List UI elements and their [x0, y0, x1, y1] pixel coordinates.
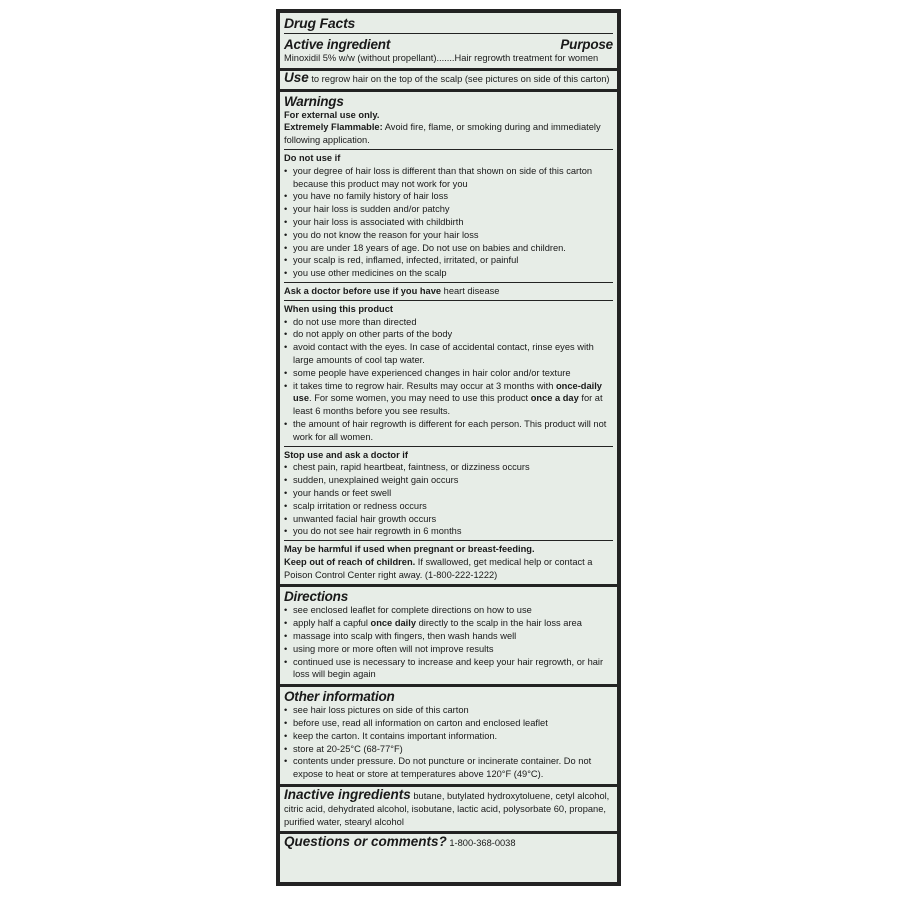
list-item	[284, 380, 613, 418]
list-item: • continued use is necessary to increase and keep your hair regrowth, or hair loss will begin again	[284, 656, 613, 682]
stop-use-list	[284, 461, 613, 538]
keep-out-warning	[284, 556, 613, 582]
list-item: • you are under 18 years of age. Do not use on babies and children.	[284, 242, 613, 255]
list-item: • the amount of hair regrowth is different for each person. This product will not work for all women.	[284, 418, 613, 444]
list-item: • your degree of hair loss is different than that shown on side of this carton because this product may not work for you	[284, 165, 613, 191]
emphasis-run: once daily	[370, 618, 416, 629]
do-not-use-list	[284, 165, 613, 280]
list-item: • do not apply on other parts of the body	[284, 328, 613, 341]
other-information-list	[284, 704, 613, 781]
use-heading: Use	[284, 69, 309, 85]
list-item: • contents under pressure. Do not puncture or incinerate container. Do not expose to heat or store at temperatures above 120°F (49°C).	[284, 755, 613, 781]
ask-doctor-body: heart disease	[441, 285, 500, 296]
inactive-ingredients-heading: Inactive ingredients	[284, 787, 411, 803]
purpose-heading: Purpose	[560, 37, 613, 52]
divider	[280, 89, 617, 92]
pregnancy-warning: May be harmful if used when pregnant or breast-feeding.	[284, 544, 535, 555]
questions-section	[284, 836, 613, 850]
warnings-heading: Warnings	[284, 93, 344, 109]
list-item: • some people have experienced changes in hair color and/or texture	[284, 367, 613, 380]
list-item: • your hair loss is sudden and/or patchy	[284, 203, 613, 216]
divider	[284, 446, 613, 447]
text-run: for at least 6 months before you see results.	[293, 393, 603, 417]
list-item: • see enclosed leaflet for complete directions on how to use	[284, 604, 613, 617]
list-item: • see hair loss pictures on side of this carton	[284, 704, 613, 717]
when-using-list	[284, 316, 613, 444]
list-item: • you do not know the reason for your hair loss	[284, 229, 613, 242]
ask-doctor-text	[284, 285, 613, 298]
list-item: • unwanted facial hair growth occurs	[284, 513, 613, 526]
list-item: • scalp irritation or redness occurs	[284, 500, 613, 513]
text-run: directly to the scalp in the hair loss area	[416, 618, 582, 629]
use-text: to regrow hair on the top of the scalp (see pictures on side of this carton)	[308, 73, 610, 84]
divider	[284, 149, 613, 150]
when-using-heading: When using this product	[284, 303, 393, 314]
list-item: • do not use more than directed	[284, 316, 613, 329]
active-ingredient-text: Minoxidil 5% w/w (without propellant)	[284, 53, 437, 63]
list-item: • using more or more often will not improve results	[284, 643, 613, 656]
list-item: • your scalp is red, inflamed, infected, irritated, or painful	[284, 254, 613, 267]
drug-facts-panel	[276, 9, 621, 886]
flammable-body: Avoid fire, flame, or smoking during and immediately following application.	[284, 122, 601, 146]
divider	[280, 584, 617, 587]
list-item: • your hands or feet swell	[284, 487, 613, 500]
divider	[280, 684, 617, 687]
divider	[284, 33, 613, 34]
divider	[284, 282, 613, 283]
leader-dots: .......	[436, 53, 455, 63]
active-ingredient-header	[284, 37, 613, 52]
active-ingredient-heading: Active ingredient	[284, 37, 391, 52]
keep-out-body: If swallowed, get medical help or contact a Poison Control Center right away. (1-800-222-1222)	[284, 556, 593, 580]
directions-section	[284, 589, 613, 681]
emphasis-run: once-daily use	[293, 380, 602, 404]
divider	[284, 540, 613, 541]
list-item: • store at 20-25°C (68-77°F)	[284, 743, 613, 756]
list-item: • you use other medicines on the scalp	[284, 267, 613, 280]
flammable-text	[284, 121, 613, 147]
ask-doctor-label: Ask a doctor before use if you have	[284, 285, 442, 296]
divider	[280, 68, 617, 71]
text-run: apply half a capful	[293, 618, 371, 629]
directions-heading: Directions	[284, 589, 349, 605]
list-item: • your hair loss is associated with childbirth	[284, 216, 613, 229]
inactive-ingredients-section	[284, 789, 613, 828]
questions-heading: Questions or comments?	[284, 834, 447, 850]
other-information-section	[284, 689, 613, 781]
list-item: • you have no family history of hair loss	[284, 190, 613, 203]
directions-list	[284, 604, 613, 681]
external-use-text: For external use only.	[284, 109, 380, 120]
use-section	[284, 69, 613, 86]
flammable-label: Extremely Flammable:	[284, 122, 383, 133]
keep-out-label: Keep out of reach of children.	[284, 556, 416, 567]
list-item: • sudden, unexplained weight gain occurs	[284, 474, 613, 487]
list-item: • chest pain, rapid heartbeat, faintness, or dizziness occurs	[284, 461, 613, 474]
text-run: . For some women, you may need to use this product	[309, 393, 531, 404]
drug-facts-title: Drug Facts	[284, 15, 356, 31]
emphasis-run: once a day	[530, 393, 579, 404]
other-information-heading: Other information	[284, 689, 395, 705]
list-item: • avoid contact with the eyes. In case of accidental contact, rinse eyes with large amounts of cool tap water.	[284, 341, 613, 367]
stop-use-heading: Stop use and ask a doctor if	[284, 449, 408, 460]
list-item	[284, 617, 613, 630]
list-item: • massage into scalp with fingers, then wash hands well	[284, 630, 613, 643]
warnings-section	[284, 94, 613, 582]
list-item: • before use, read all information on carton and enclosed leaflet	[284, 717, 613, 730]
questions-phone: 1-800-368-0038	[446, 838, 516, 849]
do-not-use-heading: Do not use if	[284, 152, 341, 163]
active-ingredient-line	[284, 52, 613, 65]
text-run: it takes time to regrow hair. Results may occur at 3 months with	[293, 380, 556, 391]
divider	[284, 300, 613, 301]
list-item: • you do not see hair regrowth in 6 months	[284, 525, 613, 538]
inactive-ingredients-text: butane, butylated hydroxytoluene, cetyl alcohol, citric acid, dehydrated alcohol, isobutane, lactic acid, polysorbate 60, propane, purified water, stearyl alcohol	[284, 791, 610, 827]
list-item: • keep the carton. It contains important information.	[284, 730, 613, 743]
purpose-text: Hair regrowth treatment for women	[454, 53, 599, 63]
